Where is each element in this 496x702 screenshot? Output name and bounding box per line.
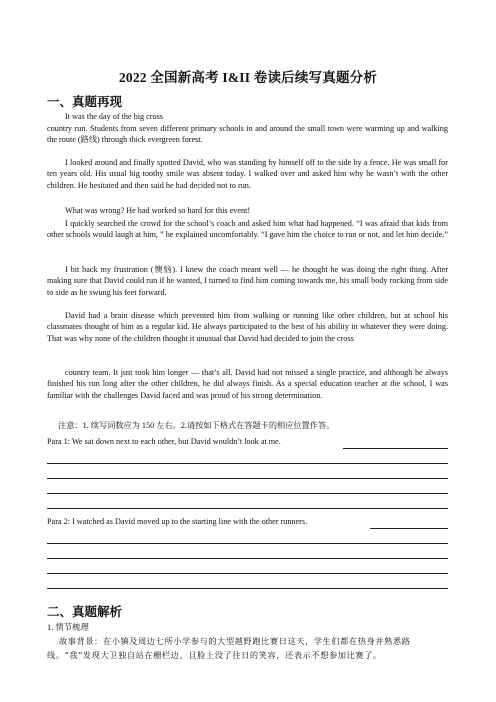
passage-paragraph: What was wrong? He had worked so hard for this event!	[65, 206, 251, 215]
section-heading-analysis: 二、真题解析	[47, 605, 123, 619]
passage-paragraph: I looked around and finally spotted David, who was standing by himself off to the side by a fence. He was small for ten years old. His usual big toothy smile was absent today. I walked over and asked him why he wasn’t with the other children. He hesitated and then said he had decided not to run.	[47, 158, 448, 190]
answer-line[interactable]	[47, 543, 448, 544]
analysis-body-text: 故事背景：在小镇及周边七所小学参与的大型越野跑比赛日这天，学生们都在热身并熟悉路线。“我”发现大卫独自站在栅栏边，且脸上没了往日的笑容，还表示不想参加比赛了。	[47, 636, 411, 660]
passage-paragraph: David had a brain disease which prevented him from walking or running like other children, but at school his classmates thought of him as a regular kid. He always participated to the best of his ability in whatever they were doing. That was why none of the children thought it unusual that David had decided to join the cross	[47, 311, 448, 343]
para1-answer-line[interactable]	[343, 448, 448, 449]
answer-line[interactable]	[47, 478, 448, 479]
writing-instructions-note: 注意：1. 续写词数应为 150 左右。2.请按如下格式在答题卡的相应位置作答。	[58, 421, 335, 430]
answer-line[interactable]	[47, 493, 448, 494]
answer-line[interactable]	[47, 463, 448, 464]
passage-paragraph: It was the day of the big cross	[65, 112, 163, 121]
answer-line[interactable]	[47, 588, 448, 589]
passage-paragraph: country team. It just took him longer — that’s all. David had not missed a single practice, and although he always finished his run long after the other children, he did always finish. As a special education teacher at the school, I was familiar with the challenges David faced and was proud of his strong determination.	[47, 368, 448, 400]
section-heading-original-question: 一、真题再现	[47, 95, 123, 109]
document-title: 2022 全国新高考 I&II 卷读后续写真题分析	[118, 70, 378, 85]
para2-answer-line[interactable]	[370, 528, 448, 529]
para2-prompt: Para 2: I watched as David moved up to the starting line with the other runners.	[47, 517, 308, 526]
para1-prompt: Para 1: We sat down next to each other, but David wouldn’t look at me.	[47, 437, 281, 446]
answer-line[interactable]	[47, 573, 448, 574]
subsection-heading-plot: 1. 情节梳理	[47, 623, 89, 632]
answer-line[interactable]	[47, 508, 448, 509]
passage-paragraph: I bit back my frustration (懊恼). I knew the coach meant well — he thought he was doing the right thing. After making sure that David could run if he wanted, I turned to find him coming towards me, his small body rocking from side to side as he swung his feet forward.	[47, 265, 448, 297]
passage-paragraph: country run. Students from seven different primary schools in and around the small town were warming up and walking the route (路线) through thick evergreen forest.	[47, 124, 448, 145]
answer-line[interactable]	[47, 558, 448, 559]
passage-paragraph: I quickly searched the crowd for the school’s coach and asked him what had happened. “I was afraid that kids from other schools would laugh at him, ” he explained uncomfortably. “I gave him the choice to run or not, and let him decide.”	[47, 219, 448, 240]
